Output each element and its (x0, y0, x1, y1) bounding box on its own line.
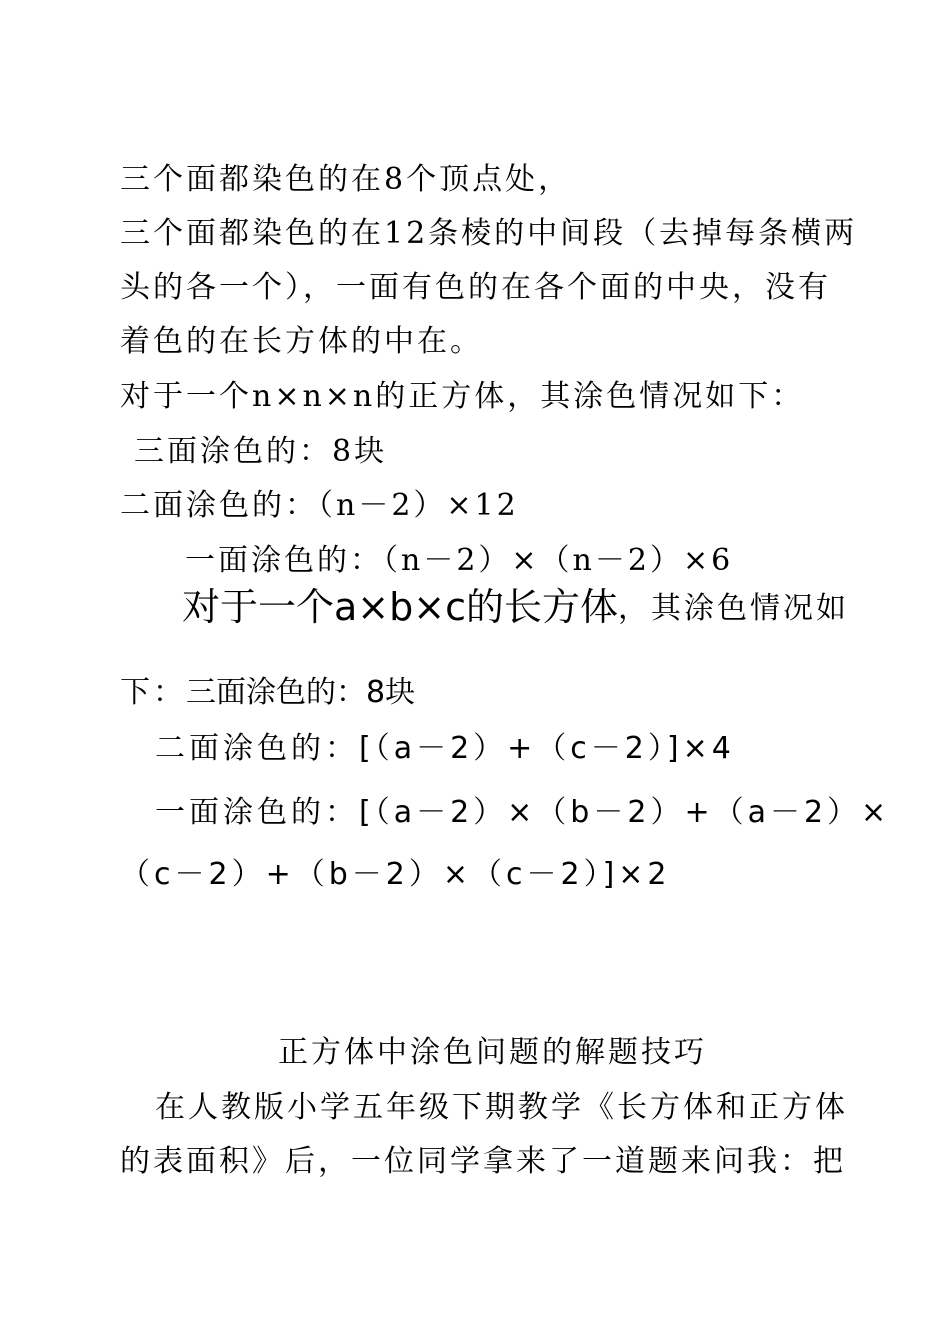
cube-one-face-line: 一面涂色的：（n－2）×（n－2）×6 (185, 543, 734, 578)
cuboid-three-faces-line (120, 675, 416, 710)
paragraph-line-1: 在人教版小学五年级下期教学《长方体和正方体 (155, 1090, 848, 1125)
cuboid-one-face-line-b: （c－2）+（b－2）×（c－2）]×2 (120, 857, 671, 892)
cube-three-faces-line: 三面涂色的：8块 (134, 434, 388, 469)
paragraph-line-2: 的表面积》后，一位同学拿来了一道题来问我：把 (120, 1144, 846, 1179)
cube-two-faces-line: 二面涂色的：（n－2）×12 (120, 488, 519, 523)
section-title: 正方体中涂色问题的解题技巧 (278, 1035, 707, 1070)
cuboid-three-faces-text: 三面涂色的：8块 (186, 675, 416, 710)
text-line-3: 头的各一个），一面有色的在各个面的中央，没有 (120, 270, 831, 305)
cube-intro-line: 对于一个n×n×n的正方体，其涂色情况如下： (120, 379, 805, 414)
cuboid-heading-rest: ，其涂色情况如 (617, 591, 849, 626)
text-line-4: 着色的在长方体的中在。 (120, 324, 483, 359)
cuboid-one-face-line-a: 一面涂色的：[（a－2）×（b－2）+（a－2）× (155, 795, 891, 830)
cuboid-heading-line (182, 585, 849, 629)
text-line-2: 三个面都染色的在12条棱的中间段（去掉每条横两 (120, 216, 858, 251)
cuboid-line-prefix: 下： (120, 675, 186, 710)
text-line-1: 三个面都染色的在8个顶点处， (120, 162, 572, 197)
cuboid-two-faces-line: 二面涂色的：[（a－2）+（c－2）]×4 (155, 731, 735, 766)
cuboid-heading-bold: 对于一个a×b×c的长方体 (182, 585, 618, 629)
